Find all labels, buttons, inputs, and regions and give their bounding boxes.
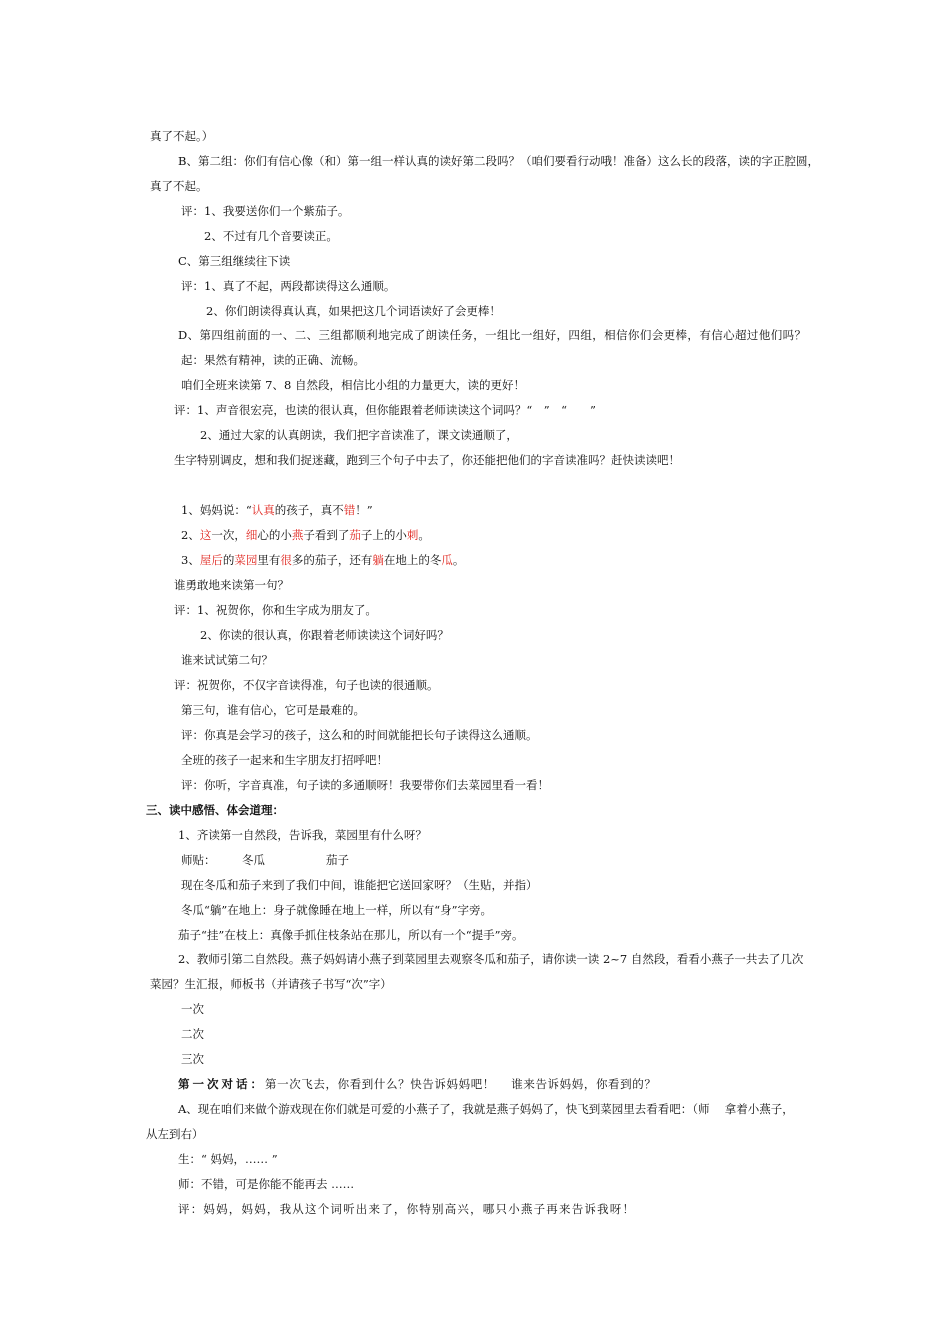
board-item: 茄子 [326, 853, 349, 867]
highlight-char: 躺 [372, 553, 384, 567]
text-line: 三次 [181, 1052, 204, 1066]
text-line: 二次 [181, 1027, 204, 1041]
practice-sentence-1: 1、妈妈说：“认真的孩子，真不错！” [181, 503, 373, 517]
text-line: 起：果然有精神，读的正确、流畅。 [181, 353, 365, 367]
board-label: 师贴： [181, 853, 216, 867]
text-line: B、第二组：你们有信心像（和）第一组一样认真的读好第二段吗？（咱们要看行动哦！准备）这么长的段落，读的字正腔圆， [178, 154, 819, 168]
text-line: 2、你读的很认真，你跟着老师读读这个词好吗？ [200, 628, 449, 642]
highlight-char: 瓜 [441, 553, 453, 567]
highlight-char: 刺 [406, 528, 419, 542]
text-line: 现在冬瓜和茄子来到了我们中间，谁能把它送回家呀？（生贴，并指） [181, 878, 538, 892]
text-line: 评：1、真了不起，两段都读得这么通顺。 [181, 279, 396, 293]
highlight-char: 认真 [251, 503, 275, 517]
text-line: 生字特别调皮，想和我们捉迷藏，跑到三个句子中去了，你还能把他们的字音读准吗？赶快读读吧！ [174, 453, 680, 467]
section-heading: 三、读中感悟、体会道理： [146, 803, 284, 817]
dialog-text: 第一次飞去，你看到什么？快告诉妈妈吧！ 谁来告诉妈妈，你看到的？ [265, 1077, 657, 1091]
highlight-char: 屋后 [199, 553, 223, 567]
text-line: 菜园？生汇报，师板书（并请孩子书写“次”字） [150, 977, 392, 991]
text-line: 评：你真是会学习的孩子，这么和的时间就能把长句子读得这么通顺。 [181, 728, 538, 742]
text-line: 茄子“挂”在枝上：真像手抓住枝条站在那儿，所以有一个“提手”旁。 [178, 928, 524, 942]
board-item: 冬瓜 [242, 853, 265, 867]
text-line: 2、教师引第二自然段。燕子妈妈请小燕子到菜园里去观察冬瓜和茄子，请你读一读 2~7 自然段，看看小燕子一共去了几次 [178, 952, 804, 966]
text-line: 第三句，谁有信心，它可是最难的。 [181, 703, 365, 717]
practice-sentence-2: 2、这一次，细心的小燕子看到了茄子上的小刺。 [181, 528, 430, 542]
text-line: 一次 [181, 1002, 204, 1016]
practice-sentence-3: 3、屋后的菜园里有很多的茄子，还有躺在地上的冬瓜。 [181, 553, 465, 567]
highlight-char: 燕 [291, 528, 304, 542]
highlight-char: 这 [199, 528, 212, 542]
text-line: 评：妈妈，妈妈，我从这个词听出来了，你特别高兴，哪只小燕子再来告诉我呀！ [178, 1202, 636, 1216]
highlight-char: 茄 [349, 528, 361, 542]
text-line: 真了不起。） [150, 129, 214, 143]
text-line: 评：祝贺你，不仅字音读得准，句子也读的很通顺。 [174, 678, 439, 692]
text-line: 2、不过有几个音要读正。 [204, 229, 338, 243]
dialog-line [178, 1076, 656, 1092]
text-line: 1、齐读第一自然段，告诉我，菜园里有什么呀？ [178, 828, 427, 842]
text-line: A、现在咱们来做个游戏现在你们就是可爱的小燕子了，我就是燕子妈妈了，快飞到菜园里去看看吧：（师 拿着小燕子， [178, 1102, 794, 1116]
highlight-char: 错 [343, 503, 356, 517]
highlight-char: 很 [280, 553, 292, 567]
text-line: 谁勇敢地来读第一句？ [174, 578, 289, 592]
text-line: 评：1、我要送你们一个紫茄子。 [181, 204, 350, 218]
text-line: 2、通过大家的认真朗读，我们把字音读准了，课文读通顺了， [200, 428, 518, 442]
text-line: 从左到右） [146, 1127, 204, 1141]
text-line: 冬瓜“躺”在地上：身子就像睡在地上一样，所以有“身”字旁。 [181, 903, 493, 917]
text-line: D、第四组前面的一、二、三组都顺利地完成了朗读任务，一组比一组好，四组，相信你们会更棒，有信心超过他们吗？ [178, 328, 807, 342]
text-line: 真了不起。 [150, 179, 208, 193]
text-line: 生：“ 妈妈，…… ” [178, 1152, 278, 1166]
text-line: C、第三组继续往下读 [178, 254, 291, 268]
text-line: 全班的孩子一起来和生字朋友打招呼吧！ [181, 753, 388, 767]
text-line: 2、你们朗读得真认真，如果把这几个词语读好了会更棒！ [206, 304, 501, 318]
text-line: 师：不错，可是你能不能再去 …… [178, 1177, 355, 1191]
text-line: 评：1、祝贺你，你和生字成为朋友了。 [174, 603, 377, 617]
dialog-heading: 第一次对话： [178, 1077, 265, 1091]
text-line: 咱们全班来读第 7、8 自然段，相信比小组的力量更大，读的更好！ [181, 378, 525, 392]
highlight-char: 菜园 [234, 553, 258, 567]
text-line: 谁来试试第二句？ [181, 653, 273, 667]
highlight-char: 细 [245, 528, 258, 542]
text-line: 评：你听，字音真准，句子读的多通顺呀！我要带你们去菜园里看一看！ [181, 778, 549, 792]
text-line: 评：1、声音很宏亮，也读的很认真，但你能跟着老师读读这个词吗？“ ” “ ” [174, 403, 596, 417]
board-line [181, 852, 381, 868]
